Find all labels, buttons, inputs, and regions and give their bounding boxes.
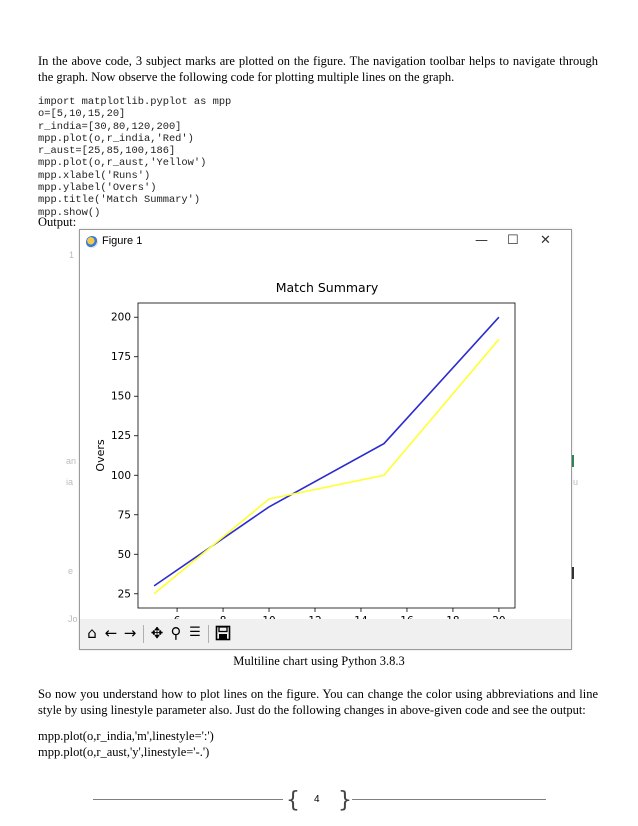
- minimize-button[interactable]: —: [475, 233, 488, 248]
- navigation-toolbar: [80, 619, 571, 649]
- y-axis-label: Overs: [94, 439, 107, 472]
- y-tick-label: 25: [117, 588, 131, 601]
- footer-brace-left: {: [286, 788, 300, 813]
- background-fragment: an: [66, 456, 77, 466]
- window-titlebar[interactable]: [80, 230, 571, 254]
- code-change-line: mpp.plot(o,r_india,'m',linestyle=':'): [38, 729, 214, 743]
- footer-brace-right: }: [338, 788, 352, 813]
- maximize-button[interactable]: ☐: [507, 233, 519, 248]
- code-line: mpp.show(): [38, 206, 101, 219]
- code-line: mpp.plot(o,r_aust,'Yellow'): [38, 157, 207, 170]
- chart-title: Match Summary: [275, 280, 379, 295]
- footer-rule-left: [93, 799, 283, 800]
- y-tick-label: 175: [110, 351, 131, 364]
- background-fragment: 1: [69, 250, 75, 260]
- zoom-icon[interactable]: ⚲: [170, 624, 182, 642]
- followup-paragraph: So now you understand how to plot lines on the figure. You can change the color using abbreviations and line style by using linestyle parameter also. Just do the following changes in above-given code and see the output:: [38, 687, 598, 717]
- figure-window: [79, 229, 572, 650]
- plot-area: [80, 254, 571, 619]
- series-line-2: [154, 339, 499, 594]
- line-chart: [80, 254, 571, 619]
- y-tick-label: 75: [117, 509, 131, 522]
- home-icon[interactable]: ⌂: [87, 624, 97, 642]
- y-tick-label: 125: [110, 430, 131, 443]
- code-line: o=[5,10,15,20]: [38, 108, 126, 121]
- y-tick-label: 100: [110, 469, 131, 482]
- code-line: r_india=[30,80,120,200]: [38, 120, 182, 133]
- window-title: Figure 1: [102, 235, 143, 247]
- footer-rule-right: [352, 799, 546, 800]
- code-line: import matplotlib.pyplot as mpp: [38, 96, 232, 108]
- y-tick-label: 200: [110, 311, 131, 324]
- series-lines: [154, 317, 499, 594]
- configure-icon[interactable]: ☰: [189, 625, 201, 640]
- y-axis: [111, 312, 138, 601]
- background-fragment: ia: [66, 477, 74, 487]
- close-button[interactable]: ✕: [540, 233, 551, 248]
- matplotlib-logo-icon: [86, 236, 98, 248]
- save-icon[interactable]: [214, 624, 232, 642]
- axes-frame: [138, 303, 515, 608]
- y-tick-label: 150: [110, 390, 131, 403]
- forward-arrow-icon[interactable]: →: [123, 624, 137, 642]
- intro-paragraph: In the above code, 3 subject marks are plotted on the figure. The navigation toolbar helps to navigate through the graph. Now observe the following code for plotting multiple lines on the graph.: [38, 54, 598, 84]
- output-label: Output:: [38, 215, 77, 229]
- code-line: r_aust=[25,85,100,186]: [38, 145, 176, 158]
- series-line-1: [154, 317, 499, 586]
- code-block: [38, 96, 231, 219]
- toolbar-separator: [143, 625, 144, 643]
- figure-caption: Multiline chart using Python 3.8.3: [233, 654, 405, 668]
- background-fragment: Jo: [68, 614, 78, 624]
- y-tick-label: 50: [117, 548, 131, 561]
- page-number: 4: [314, 794, 320, 805]
- code-line: mpp.xlabel('Runs'): [38, 169, 151, 182]
- code-line: mpp.plot(o,r_india,'Red'): [38, 132, 194, 145]
- background-fragment: e: [68, 566, 74, 576]
- code-line: mpp.title('Match Summary'): [38, 194, 201, 207]
- code-change-line: mpp.plot(o,r_aust,'y',linestyle='-.'): [38, 745, 210, 759]
- toolbar-separator: [208, 625, 209, 643]
- back-arrow-icon[interactable]: ←: [104, 624, 118, 642]
- pan-icon[interactable]: ✥: [150, 624, 164, 642]
- code-line: mpp.ylabel('Overs'): [38, 182, 157, 195]
- background-fragment: u: [573, 477, 579, 487]
